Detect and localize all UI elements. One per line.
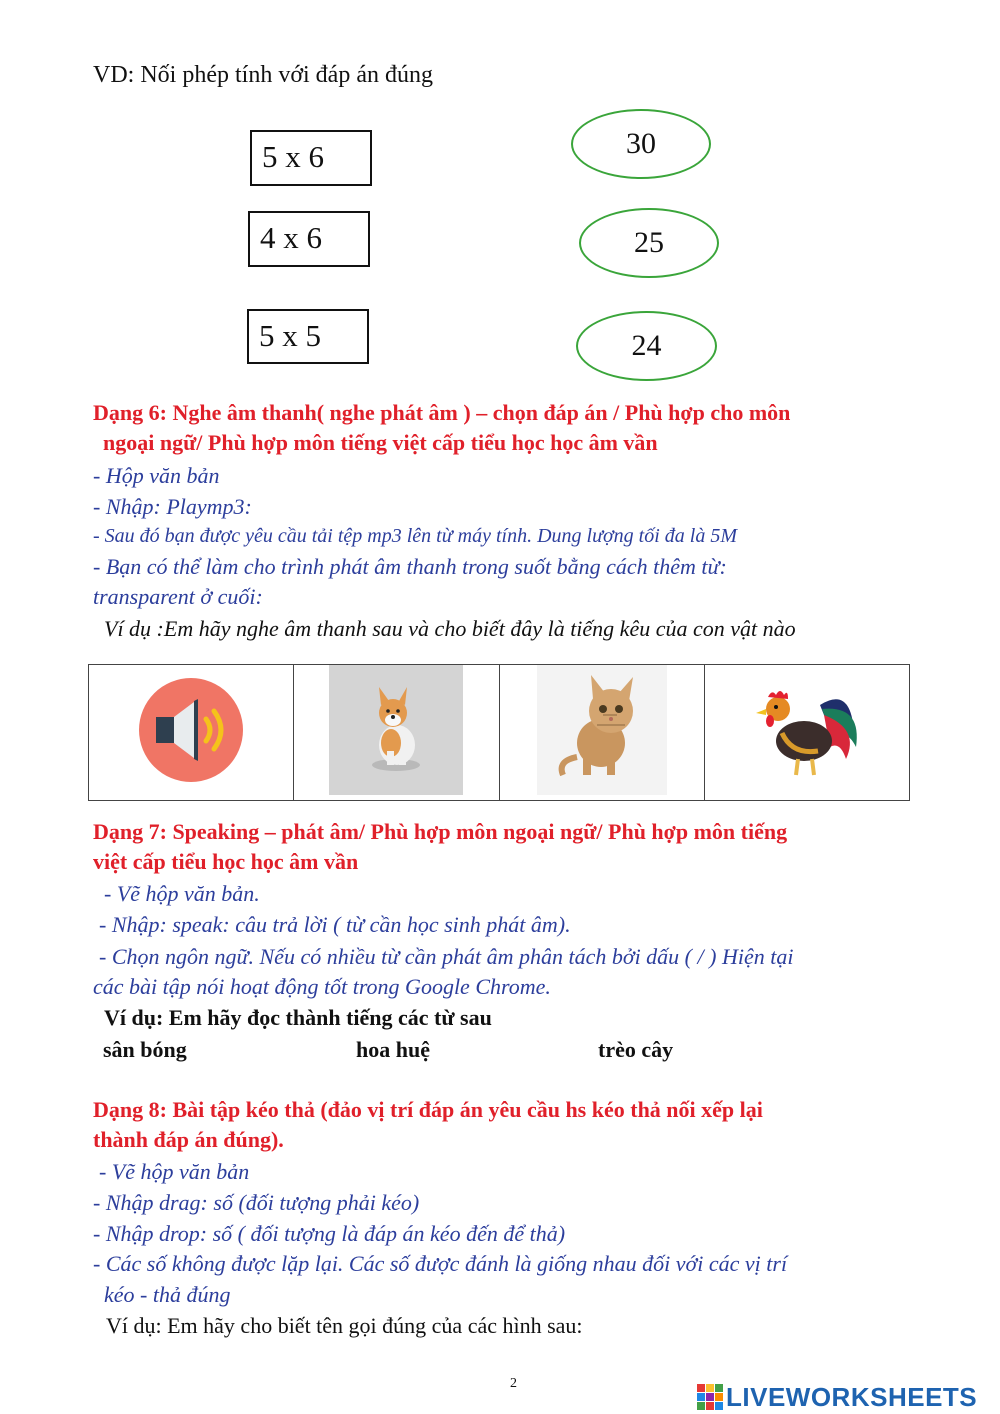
dang6-line: - Nhập: Playmp3: xyxy=(93,494,252,519)
page-number: 2 xyxy=(510,1376,517,1391)
dang6-line: - Hộp văn bản xyxy=(93,463,220,488)
answer-ellipse[interactable]: 25 xyxy=(579,208,719,278)
dang7-example: Ví dụ: Em hãy đọc thành tiếng các từ sau xyxy=(104,1005,492,1030)
logo-text: LIVEWORKSHEETS xyxy=(726,1381,978,1412)
liveworksheets-logo[interactable] xyxy=(697,1382,977,1412)
dang7-line: các bài tập nói hoạt động tốt trong Google Chrome. xyxy=(93,974,551,999)
operation-box[interactable]: 4 x 6 xyxy=(248,211,370,267)
dang6-example: Ví dụ :Em hãy nghe âm thanh sau và cho biết đây là tiếng kêu của con vật nào xyxy=(104,616,796,641)
dang6-title-line2: ngoại ngữ/ Phù hợp môn tiếng việt cấp tiểu học học âm vần xyxy=(103,430,658,455)
rooster-image[interactable] xyxy=(742,675,872,785)
dang6-line: - Bạn có thể làm cho trình phát âm thanh trong suốt bằng cách thêm từ: xyxy=(93,554,727,579)
cat-cell[interactable] xyxy=(499,665,704,801)
image-table xyxy=(88,664,910,801)
speaker-icon[interactable] xyxy=(136,675,246,785)
cat-image[interactable] xyxy=(537,665,667,795)
dang8-line: - Nhập drop: số ( đối tượng là đáp án kéo đến để thả) xyxy=(93,1221,566,1246)
answer-ellipse[interactable]: 30 xyxy=(571,109,711,179)
dang8-example: Ví dụ: Em hãy cho biết tên gọi đúng của các hình sau: xyxy=(106,1313,583,1338)
dang8-line: - Các số không được lặp lại. Các số được đánh là giống nhau đối với các vị trí xyxy=(93,1251,788,1276)
dang6-line: - Sau đó bạn được yêu cầu tải tệp mp3 lên từ máy tính. Dung lượng tối đa là 5M xyxy=(93,525,737,547)
dang7-line: - Nhập: speak: câu trả lời ( từ cần học sinh phát âm). xyxy=(99,912,571,937)
dang8-title-line1: Dạng 8: Bài tập kéo thả (đảo vị trí đáp án yêu cầu hs kéo thả nối xếp lại xyxy=(93,1097,763,1122)
dang7-line: - Chọn ngôn ngữ. Nếu có nhiều từ cần phát âm phân tách bởi dấu ( / ) Hiện tại xyxy=(99,944,794,969)
dang7-title-line2: việt cấp tiểu học học âm vần xyxy=(93,849,359,874)
dang6-title-line1: Dạng 6: Nghe âm thanh( nghe phát âm ) – chọn đáp án / Phù hợp cho môn xyxy=(93,400,791,425)
rooster-cell[interactable] xyxy=(704,665,909,801)
dang8-line: kéo - thả đúng xyxy=(104,1282,231,1307)
dog-cell[interactable] xyxy=(294,665,499,801)
operation-box[interactable]: 5 x 6 xyxy=(250,130,372,186)
operation-box[interactable]: 5 x 5 xyxy=(247,309,369,364)
answer-ellipse[interactable]: 24 xyxy=(576,311,717,381)
dang8-line: - Nhập drag: số (đối tượng phải kéo) xyxy=(93,1190,420,1215)
dang6-line: transparent ở cuối: xyxy=(93,584,263,609)
dang7-line: - Vẽ hộp văn bản. xyxy=(104,881,260,906)
word-item: trèo cây xyxy=(598,1037,674,1062)
word-item: sân bóng xyxy=(103,1037,187,1062)
dang8-title-line2: thành đáp án đúng). xyxy=(93,1127,284,1152)
logo-grid-icon xyxy=(697,1384,723,1410)
speaker-cell[interactable] xyxy=(89,665,294,801)
word-item: hoa huệ xyxy=(356,1037,430,1062)
dang8-line: - Vẽ hộp văn bản xyxy=(99,1159,250,1184)
dog-image[interactable] xyxy=(329,665,463,795)
dang7-title-line1: Dạng 7: Speaking – phát âm/ Phù hợp môn ngoại ngữ/ Phù hợp môn tiếng xyxy=(93,819,788,844)
intro-text: VD: Nối phép tính với đáp án đúng xyxy=(93,62,433,88)
